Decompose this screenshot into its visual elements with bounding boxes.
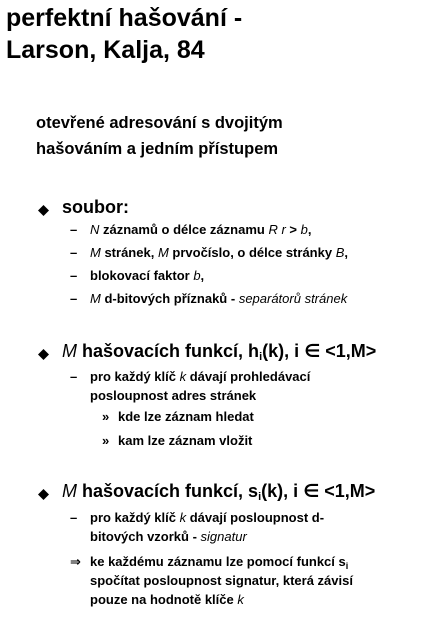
item-text: dávají prohledávací bbox=[186, 369, 311, 384]
item-line: posloupnost adres stránek bbox=[90, 388, 257, 403]
item-line bbox=[90, 527, 324, 546]
section1-label: soubor: bbox=[62, 197, 129, 217]
section2-item bbox=[90, 367, 310, 405]
item-text: bitových vzorků - bbox=[90, 529, 201, 544]
dash-marker: – bbox=[70, 291, 78, 306]
item-text: N bbox=[90, 222, 100, 237]
item-text: , bbox=[200, 268, 205, 283]
item-line bbox=[90, 552, 353, 571]
diamond-bullet-icon bbox=[38, 349, 49, 360]
raquo-marker: » bbox=[102, 433, 110, 448]
section1-item-3 bbox=[90, 266, 204, 285]
item-text: separátorů stránek bbox=[238, 291, 348, 306]
dash-marker: – bbox=[70, 510, 78, 525]
item-line bbox=[90, 367, 310, 386]
item-text: , bbox=[307, 222, 312, 237]
item-line: spočítat posloupnost signatur, která závisí bbox=[90, 573, 353, 588]
item-text: pro každý klíč bbox=[90, 510, 180, 525]
item-text: pouze na hodnotě klíče bbox=[90, 592, 238, 607]
item-text: stránek, bbox=[100, 245, 158, 260]
item-text: d-bitových příznaků - bbox=[100, 291, 239, 306]
dash-marker: – bbox=[70, 369, 78, 384]
dash-marker: – bbox=[70, 222, 78, 237]
item-subscript: i bbox=[345, 561, 349, 571]
item-text: ke každému záznamu lze pomocí funkcí s bbox=[90, 554, 346, 569]
section1-item-2 bbox=[90, 243, 348, 262]
item-text: B bbox=[335, 245, 345, 260]
subtitle bbox=[36, 110, 283, 162]
heading-text: hašovacích funkcí, s bbox=[77, 481, 259, 501]
item-text: záznamů o délce záznamu bbox=[99, 222, 269, 237]
section2-subitem-1: kde lze záznam hledat bbox=[118, 409, 254, 424]
section2-subitem-2: kam lze záznam vložit bbox=[118, 433, 253, 448]
section3-implication bbox=[90, 552, 353, 609]
item-text: b bbox=[193, 268, 201, 283]
item-text: M bbox=[90, 291, 101, 306]
item-text: > bbox=[285, 222, 301, 237]
item-text: R r bbox=[268, 222, 286, 237]
heading-text: (k), i ∈ <1,M> bbox=[262, 341, 377, 361]
item-text: M bbox=[157, 245, 169, 260]
item-text: pro každý klíč bbox=[90, 369, 180, 384]
item-line bbox=[90, 590, 353, 609]
item-text: dávají posloupnost d- bbox=[186, 510, 325, 525]
item-text: k bbox=[179, 510, 187, 525]
item-text: M bbox=[90, 245, 101, 260]
section1-item-1 bbox=[90, 220, 311, 239]
item-text: signatur bbox=[200, 529, 247, 544]
diamond-bullet-icon bbox=[38, 489, 49, 500]
item-text: k bbox=[179, 369, 187, 384]
heading-text: M bbox=[62, 341, 77, 361]
heading-text: M bbox=[62, 481, 77, 501]
item-text: b bbox=[300, 222, 308, 237]
subtitle-line-1: otevřené adresování s dvojitým bbox=[36, 114, 283, 132]
item-line bbox=[90, 508, 324, 527]
heading-subscript: i bbox=[259, 351, 263, 363]
heading-subscript: i bbox=[258, 491, 262, 503]
item-text: , bbox=[344, 245, 348, 260]
section3-heading bbox=[62, 480, 375, 502]
dash-marker: – bbox=[70, 245, 78, 260]
raquo-marker: » bbox=[102, 409, 110, 424]
title-line-1: perfektní hašování - bbox=[6, 4, 243, 32]
heading-text: (k), i ∈ <1,M> bbox=[261, 481, 376, 501]
dash-marker: – bbox=[70, 268, 78, 283]
implies-icon: ⇒ bbox=[70, 554, 81, 569]
item-text: blokovací faktor bbox=[90, 268, 194, 283]
section1-item-4 bbox=[90, 289, 347, 308]
item-text: k bbox=[237, 592, 244, 607]
section2-heading bbox=[62, 340, 376, 362]
section3-item bbox=[90, 508, 324, 546]
title-line-2: Larson, Kalja, 84 bbox=[6, 36, 205, 64]
subtitle-line-2: hašováním a jedním přístupem bbox=[36, 140, 279, 158]
heading-text: hašovacích funkcí, h bbox=[77, 341, 260, 361]
diamond-bullet-icon bbox=[38, 205, 49, 216]
item-text: prvočíslo, o délce stránky bbox=[168, 245, 336, 260]
slide-title bbox=[6, 2, 242, 66]
